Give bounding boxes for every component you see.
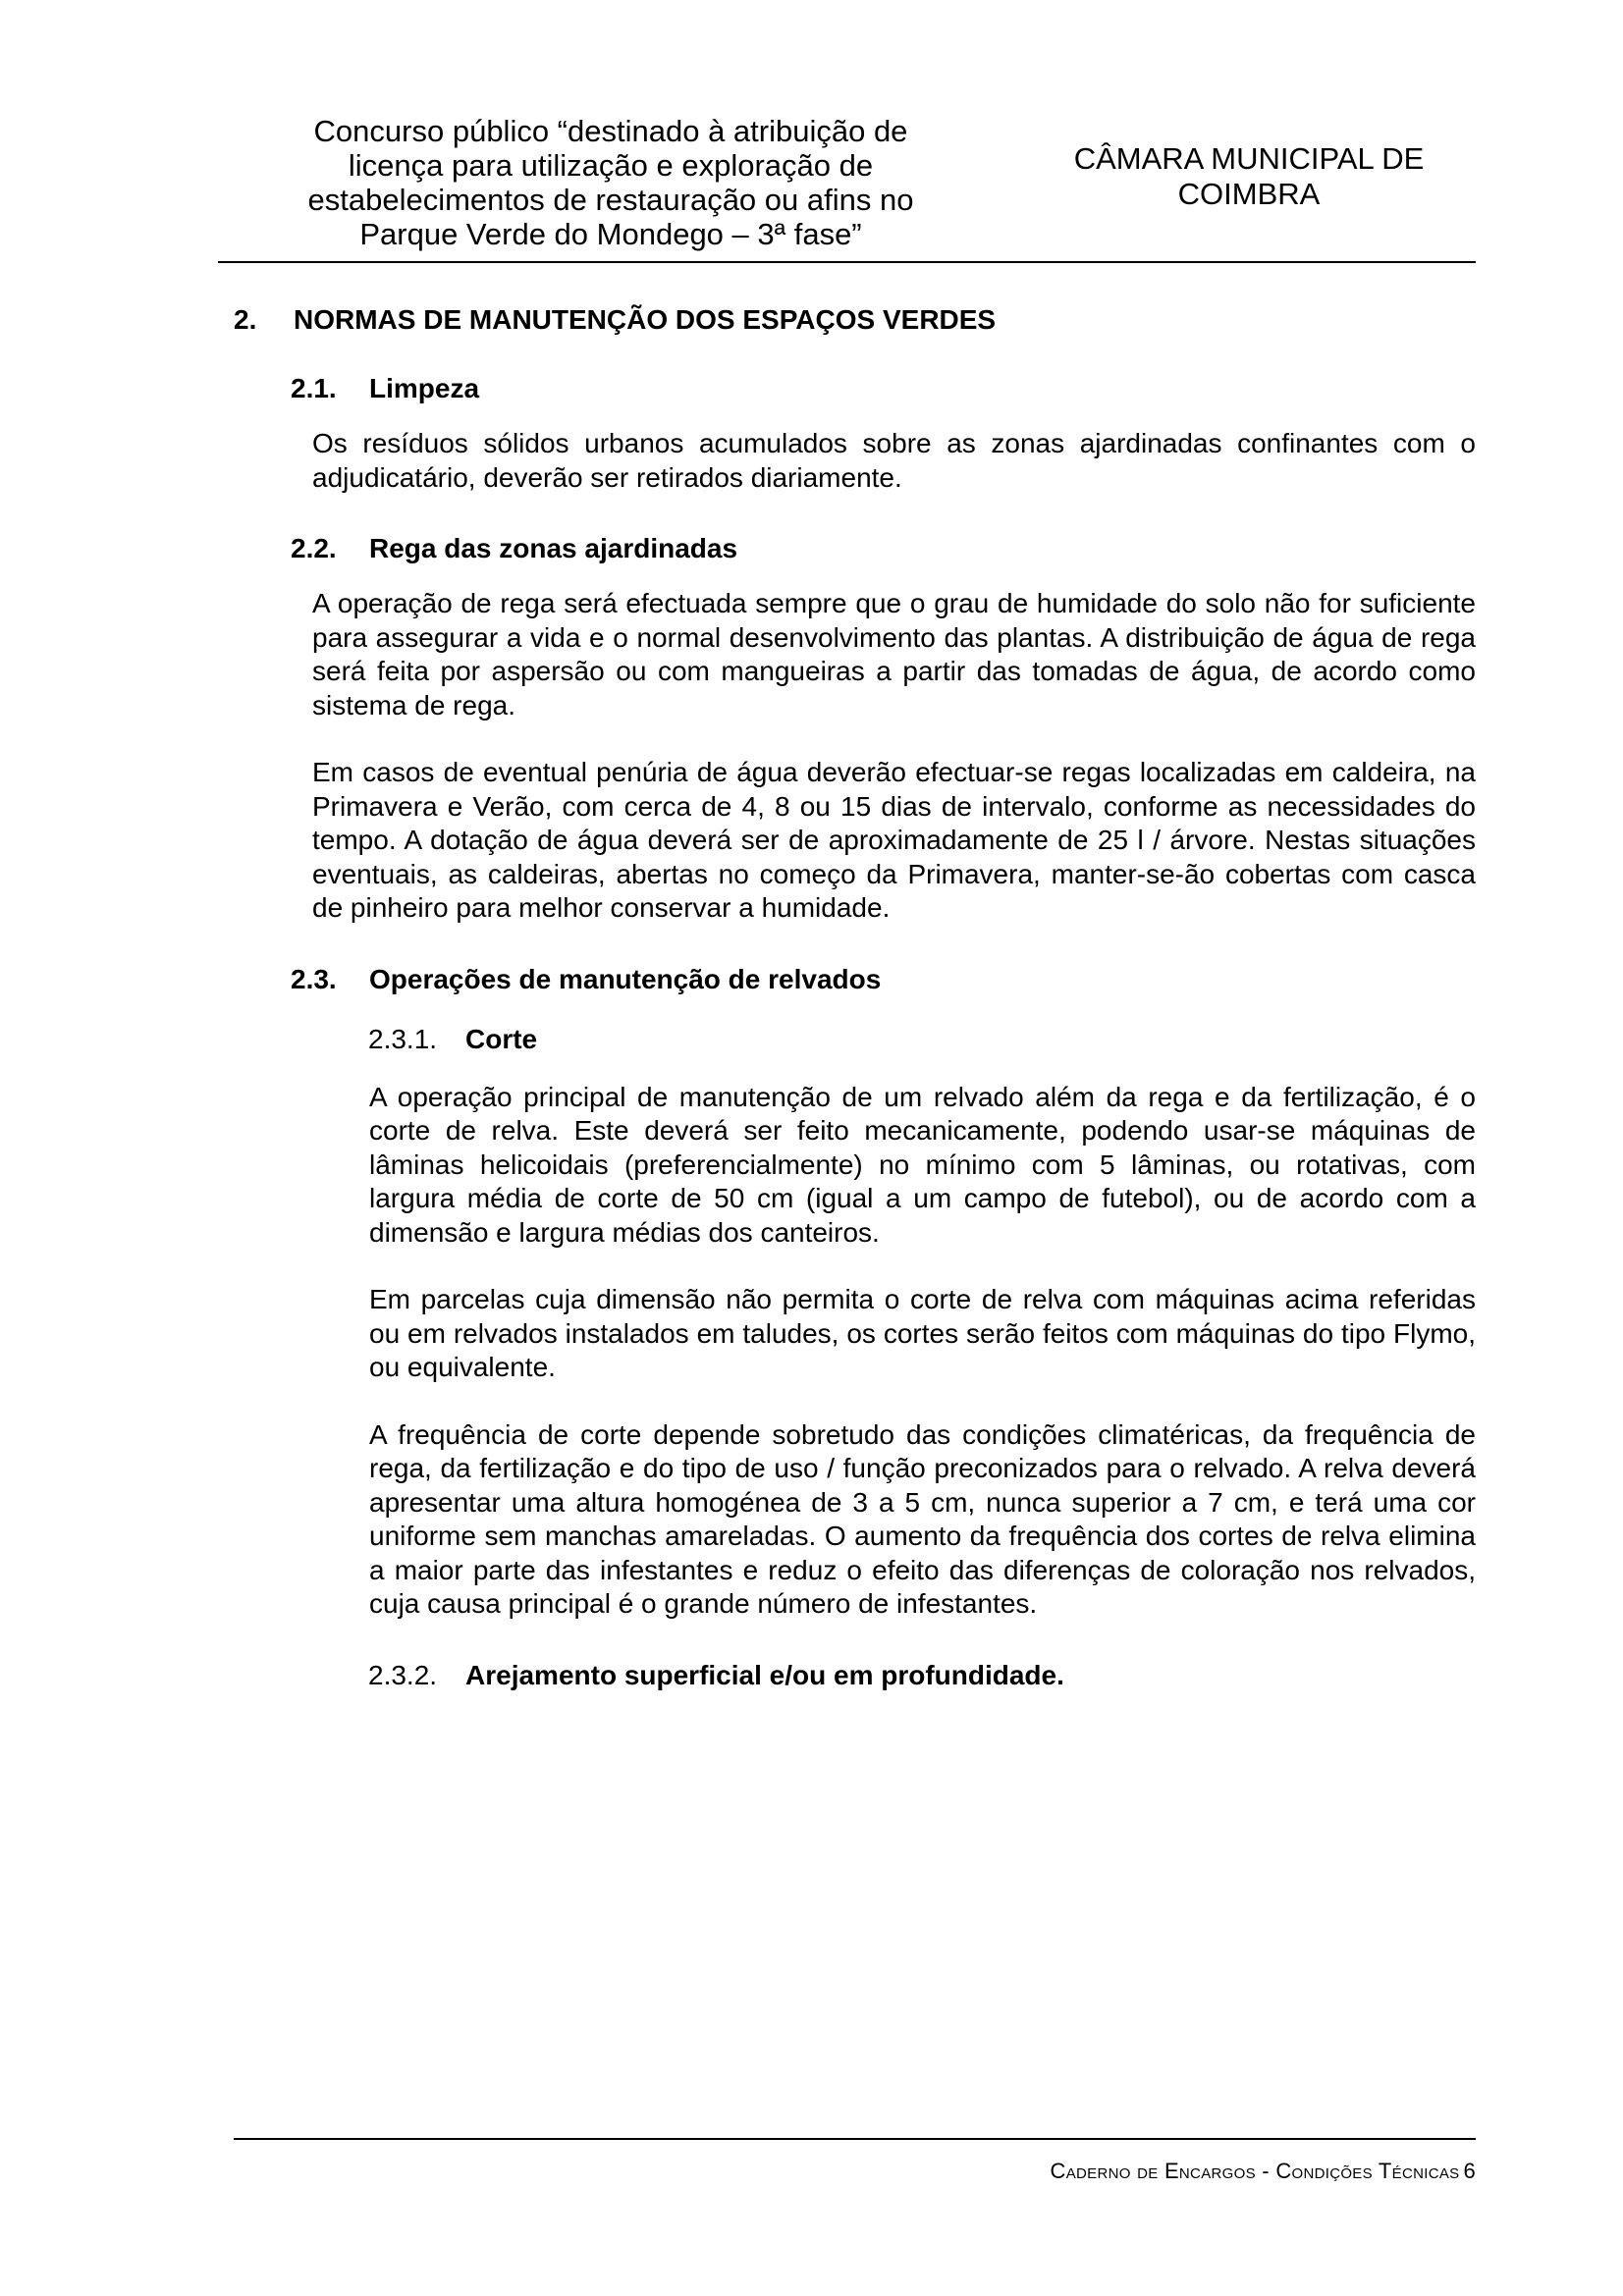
page-footer [1051,2159,1476,2184]
subsubsection-heading-corte [234,1023,1476,1056]
paragraph: Em casos de eventual penúria de água deverão efectuar-se regas localizadas em caldeira, na Primavera e Verão, com cerca de 4, 8 ou 15 dias de intervalo, conforme as necessidades do tempo. A dotação de água deverá ser de aproximadamente de 25 l / árvore. Nestas situações eventuais, as caldeiras, abertas no começo da Primavera, manter-se-ão cobertas com casca de pinheiro para melhor conservar a humidade. [312,757,1476,923]
document-title [218,114,1003,251]
page-header [218,114,1476,263]
subsection-number: 2.1. [291,373,337,403]
document-title-line: Parque Verde do Mondego – 3ª fase” [359,217,862,251]
organization-name-line: COIMBRA [1177,177,1321,211]
subsection-title: Rega das zonas ajardinadas [369,533,738,563]
subsection-heading-limpeza [234,372,1476,405]
section-title: NORMAS DE MANUTENÇÃO DOS ESPAÇOS VERDES [294,304,997,335]
page-body [234,303,1476,1692]
subsection-title: Operações de manutenção de relvados [369,963,882,994]
subsubsection-number: 2.3.2. [368,1659,438,1690]
subsubsection-title: Arejamento superficial e/ou em profundidade. [465,1659,1064,1690]
document-title-line: Concurso público “destinado à atribuição de [313,114,908,148]
paragraph: Em parcelas cuja dimensão não permita o corte de relva com máquinas acima referidas ou em relvados instalados em taludes, os cortes serão feitos com máquinas do tipo Flymo, ou equivalente. [369,1284,1476,1382]
subsection-number: 2.2. [291,533,337,563]
page-number: 6 [1463,2159,1476,2183]
document-title-line: licença para utilização e exploração de [348,148,874,183]
paragraph: A operação principal de manutenção de um relvado além da rega e da fertilização, é o corte de relva. Este deverá ser feito mecanicamente, podendo usar-se máquinas de lâminas helicoidais (preferencialmente) no mínimo com 5 lâminas, ou rotativas, com largura média de corte de 50 cm (igual a um campo de futebol), ou de acordo com a dimensão e largura médias dos canteiros. [369,1081,1476,1248]
section-number: 2. [234,304,257,335]
document-title-line: estabelecimentos de restauração ou afins no [307,183,914,217]
section-heading [234,303,1476,337]
subsubsection-number: 2.3.1. [368,1023,438,1054]
organization-name-line: CÂMARA MUNICIPAL DE [1073,141,1425,176]
paragraph: A frequência de corte depende sobretudo das condições climatéricas, da frequência de rega, da fertilização e do tipo de uso / função preconizados para o relvado. A relva deverá apresentar uma altura homogénea de 3 a 5 cm, nunca superior a 7 cm, e terá uma cor uniforme sem manchas amareladas. O aumento da frequência dos cortes de relva elimina a maior parte das infestantes e reduz o efeito das diferenças de coloração nos relvados, cuja causa principal é o grande número de infestantes. [369,1418,1476,1619]
subsection-title: Limpeza [369,373,480,403]
footer-label: Caderno de Encargos - Condições Técnicas [1050,2159,1460,2183]
paragraph: Os resíduos sólidos urbanos acumulados sobre as zonas ajardinadas confinantes com o adjudicatário, deverão ser retirados diariamente. [312,428,1476,493]
subsection-number: 2.3. [291,963,337,994]
subsection-heading-rega [234,532,1476,565]
footer-divider [234,2138,1476,2140]
subsubsection-heading-arejamento [234,1659,1476,1692]
subsection-heading-relvados [234,963,1476,996]
paragraph: A operação de rega será efectuada sempre que o grau de humidade do solo não for suficiente para assegurar a vida e o normal desenvolvimento das plantas. A distribuição de água de rega será feita por aspersão ou com mangueiras a partir das tomadas de água, de acordo como sistema de rega. [312,588,1476,721]
subsubsection-title: Corte [465,1023,538,1054]
organization-name [1013,141,1485,212]
